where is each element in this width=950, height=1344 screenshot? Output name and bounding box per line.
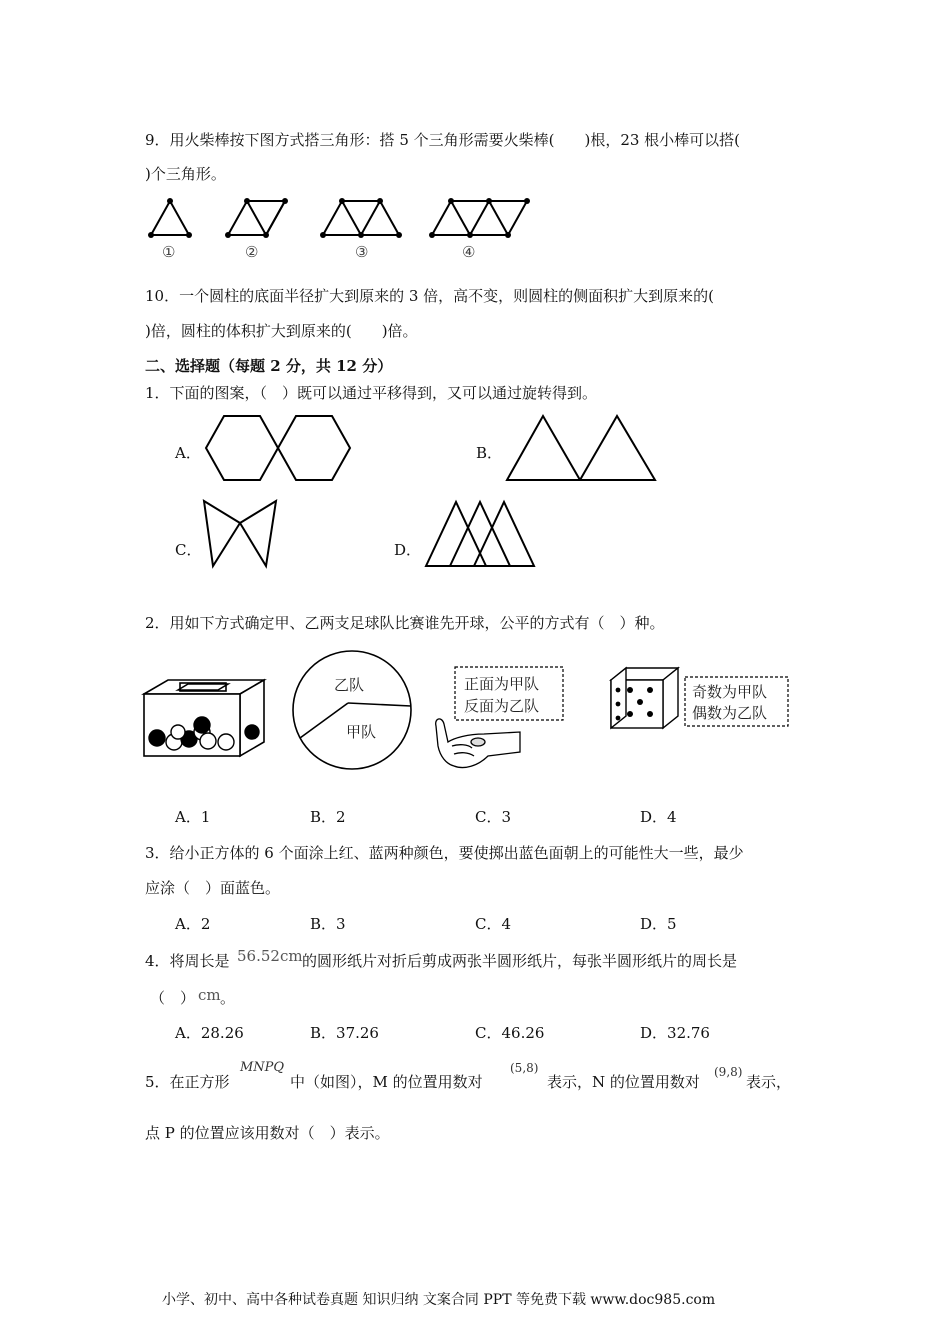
q9-text-line1: 9．用火柴棒按下图方式搭三角形：搭 5 个三角形需要火柴棒( )根，23 根小棒可以搭( bbox=[145, 131, 741, 149]
c5-text-part3: 表示，N 的位置用数对 bbox=[547, 1073, 700, 1091]
matchstick-triangles-figure bbox=[140, 192, 540, 262]
c5-text-line2: 点 P 的位置应该用数对（ ）表示。 bbox=[145, 1124, 390, 1142]
section-title: 二、选择题（每题 2 分，共 12 分） bbox=[145, 357, 393, 375]
c4-unit: cm bbox=[198, 986, 221, 1004]
c3-text-line2: 应涂（ ）面蓝色。 bbox=[145, 879, 281, 897]
c3-option-d: D．5 bbox=[640, 915, 677, 933]
c2-option-a: A．1 bbox=[175, 808, 211, 826]
c5-text-part4: 表示， bbox=[746, 1073, 792, 1091]
coin-note-line1: 正面为甲队 bbox=[464, 675, 540, 693]
page-footer: 小学、初中、高中各种试卷真题 知识归纳 文案合同 PPT 等免费下载 www.doc985.com bbox=[162, 1292, 716, 1308]
two-triangles-figure bbox=[500, 410, 665, 485]
c5-pair-n: (9,8) bbox=[714, 1065, 743, 1079]
c4-text-part2: 的圆形纸片对折后剪成两张半圆形纸片，每张半圆形纸片的周长是 bbox=[302, 952, 738, 970]
figure-label-1: ① bbox=[162, 243, 176, 261]
c2-option-d: D．4 bbox=[640, 808, 677, 826]
q10-text-line1: 10．一个圆柱的底面半径扩大到原来的 3 倍，高不变，则圆柱的侧面积扩大到原来的( bbox=[145, 287, 715, 305]
dice-note-line2: 偶数为乙队 bbox=[692, 704, 768, 722]
c3-option-b: B．3 bbox=[310, 915, 346, 933]
q10-text-line2: )倍，圆柱的体积扩大到原来的( )倍。 bbox=[145, 322, 418, 340]
bowtie-figure bbox=[200, 498, 280, 570]
c5-text-part2: 中（如图），M 的位置用数对 bbox=[290, 1073, 483, 1091]
c2-stem: 2．用如下方式确定甲、乙两支足球队比赛谁先开球，公平的方式有（ ）种。 bbox=[145, 614, 665, 632]
ball-box-figure bbox=[140, 672, 270, 762]
q9-text-line2: )个三角形。 bbox=[145, 165, 226, 183]
dice-note-line1: 奇数为甲队 bbox=[692, 683, 768, 701]
c1-option-a-label: A． bbox=[175, 444, 201, 462]
spinner-label-yi: 乙队 bbox=[334, 676, 365, 694]
c1-stem: 1．下面的图案，（ ）既可以通过平移得到，又可以通过旋转得到。 bbox=[145, 384, 598, 402]
c4-option-d: D．32.76 bbox=[640, 1024, 710, 1042]
hand-flipping-coin-icon bbox=[428, 712, 524, 774]
c4-option-b: B．37.26 bbox=[310, 1024, 379, 1042]
c5-text-part1: 5．在正方形 bbox=[145, 1073, 230, 1091]
c4-text-part1: 4．将周长是 bbox=[145, 952, 230, 970]
c4-text-line2-a: （ ） bbox=[150, 989, 196, 1007]
c4-value: 56.52cm bbox=[237, 947, 303, 965]
c4-option-a: A．28.26 bbox=[175, 1024, 244, 1042]
figure-label-3: ③ bbox=[355, 243, 369, 261]
spinner-figure bbox=[290, 648, 415, 773]
spinner-label-jia: 甲队 bbox=[346, 723, 377, 741]
c3-text-line1: 3．给小正方体的 6 个面涂上红、蓝两种颜色，要使掷出蓝色面朝上的可能性大一些，最少 bbox=[145, 844, 744, 862]
dice-figure bbox=[608, 664, 680, 732]
figure-label-4: ④ bbox=[462, 243, 476, 261]
c3-option-c: C．4 bbox=[475, 915, 512, 933]
hexagons-figure bbox=[200, 412, 360, 484]
c4-text-line2-b: 。 bbox=[220, 989, 236, 1007]
c2-option-b: B．2 bbox=[310, 808, 346, 826]
c5-pair-m: (5,8) bbox=[510, 1061, 539, 1075]
c3-option-a: A．2 bbox=[175, 915, 211, 933]
c1-option-c-label: C． bbox=[175, 541, 202, 559]
coin-note-line2: 反面为乙队 bbox=[464, 697, 540, 715]
c4-option-c: C．46.26 bbox=[475, 1024, 545, 1042]
c1-option-b-label: B． bbox=[476, 444, 503, 462]
c5-square-name: MNPQ bbox=[240, 1060, 285, 1075]
dice-note-box bbox=[684, 676, 790, 728]
c2-option-c: C．3 bbox=[475, 808, 512, 826]
overlapping-triangles-figure bbox=[420, 498, 540, 570]
c1-option-d-label: D． bbox=[394, 541, 422, 559]
figure-label-2: ② bbox=[245, 243, 259, 261]
